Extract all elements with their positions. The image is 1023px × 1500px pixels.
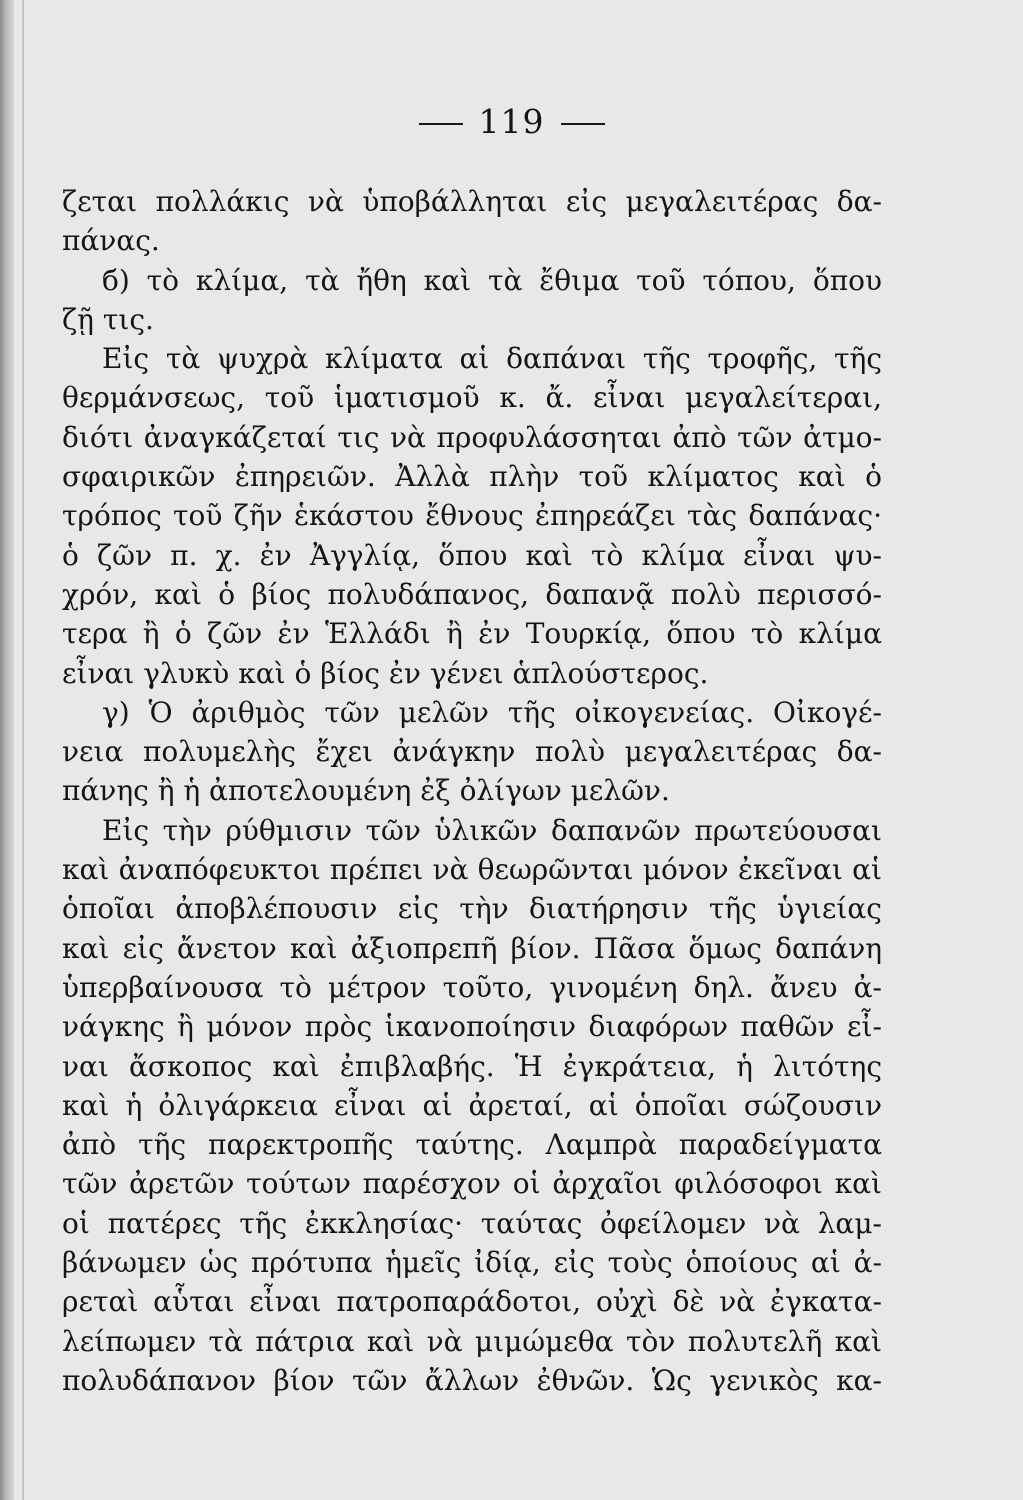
text-line: χρόν, καὶ ὁ βίος πολυδάπανος, δαπανᾷ πολὺ περισσό-: [62, 577, 882, 611]
text-line: Εἰς τὰ ψυχρὰ κλίματα αἱ δαπάναι τῆς τροφῆς, τῆς: [102, 342, 882, 376]
text-line: τερα ἢ ὁ ζῶν ἐν Ἑλλάδι ἢ ἐν Τουρκίᾳ, ὅπου τὸ κλίμα: [62, 617, 882, 651]
text-line: ρεταὶ αὗται εἶναι πατροπαράδοτοι, οὐχὶ δὲ νὰ ἐγκατα-: [62, 1285, 882, 1319]
text-line: ὁποῖαι ἀποβλέπουσιν εἰς τὴν διατήρησιν τῆς ὑγιείας: [62, 892, 882, 926]
text-line: εἶναι γλυκὺ καὶ ὁ βίος ἐν γένει ἁπλούστερος.: [62, 656, 709, 690]
text-line: τῶν ἀρετῶν τούτων παρέσχον οἱ ἀρχαῖοι φιλόσοφοι καὶ: [62, 1167, 882, 1201]
text-line: πολυδάπανον βίον τῶν ἄλλων ἐθνῶν. Ὡς γενικὸς κα-: [62, 1363, 882, 1397]
header-dash-right: [561, 123, 605, 125]
text-line: καὶ εἰς ἄνετον καὶ ἀξιοπρεπῆ βίον. Πᾶσα ὅμως δαπάνη: [62, 931, 882, 965]
text-line: γ) Ὁ ἀριθμὸς τῶν μελῶν τῆς οἰκογενείας. Οἰκογέ-: [102, 695, 882, 729]
text-line: б) τὸ κλίμα, τὰ ἤθη καὶ τὰ ἔθιμα τοῦ τόπου, ὅπου: [102, 263, 882, 297]
text-line: τρόπος τοῦ ζῆν ἑκάστου ἔθνους ἐπηρεάζει τὰς δαπάνας·: [62, 499, 882, 533]
text-line: νάγκης ἢ μόνον πρὸς ἱκανοποίησιν διαφόρων παθῶν εἶ-: [62, 1010, 882, 1044]
text-line: διότι ἀναγκάζεταί τις νὰ προφυλάσσηται ἀπὸ τῶν ἀτμο-: [62, 420, 882, 454]
text-line: ζεται πολλάκις νὰ ὑποβάλληται εἰς μεγαλειτέρας δα-: [62, 185, 882, 218]
text-line: νεια πολυμελὴς ἔχει ἀνάγκην πολὺ μεγαλειτέρας δα-: [62, 735, 882, 769]
text-line: σφαιρικῶν ἐπηρειῶν. Ἀλλὰ πλὴν τοῦ κλίματος καὶ ὁ: [62, 460, 882, 494]
text-line: λείπωμεν τὰ πάτρια καὶ νὰ μιμώμεθα τὸν πολυτελῆ καὶ: [62, 1324, 882, 1358]
body-text: [62, 182, 882, 1400]
header-dash-left: [419, 123, 463, 125]
text-line: βάνωμεν ὡς πρότυπα ἡμεῖς ἰδίᾳ, εἰς τοὺς ὁποίους αἱ ἀ-: [62, 1246, 882, 1280]
page-binding-line: [22, 0, 24, 1500]
text-line: καὶ ἡ ὀλιγάρκεια εἶναι αἱ ἀρεταί, αἱ ὁποῖαι σώζουσιν: [62, 1088, 882, 1122]
page-header: [0, 102, 1023, 141]
text-line: ἀπὸ τῆς παρεκτροπῆς ταύτης. Λαμπρὰ παραδείγματα: [62, 1128, 882, 1162]
text-line: πάνης ἢ ἡ ἀποτελουμένη ἐξ ὀλίγων μελῶν.: [62, 774, 670, 808]
text-line: πάνας.: [62, 224, 160, 258]
text-line: ὑπερβαίνουσα τὸ μέτρον τοῦτο, γινομένη δηλ. ἄνευ ἀ-: [62, 970, 882, 1004]
text-line: θερμάνσεως, τοῦ ἱματισμοῦ κ. ἄ. εἶναι μεγαλείτεραι,: [62, 381, 882, 415]
text-line: ὁ ζῶν π. χ. ἐν Ἀγγλίᾳ, ὅπου καὶ τὸ κλίμα εἶναι ψυ-: [62, 538, 882, 572]
text-line: ναι ἄσκοπος καὶ ἐπιβλαβής. Ἡ ἐγκράτεια, ἡ λιτότης: [62, 1049, 882, 1083]
page-number: 119: [478, 102, 545, 141]
text-line: Εἰς τὴν ρύθμισιν τῶν ὑλικῶν δαπανῶν πρωτεύουσαι: [102, 813, 882, 847]
text-line: οἱ πατέρες τῆς ἐκκλησίας· ταύτας ὀφείλομεν νὰ λαμ-: [62, 1206, 882, 1240]
page-binding-edge: [0, 0, 14, 1500]
text-line: καὶ ἀναπόφευκτοι πρέπει νὰ θεωρῶνται μόνον ἐκεῖναι αἱ: [62, 853, 882, 887]
text-line: ζῇ τις.: [62, 302, 154, 336]
